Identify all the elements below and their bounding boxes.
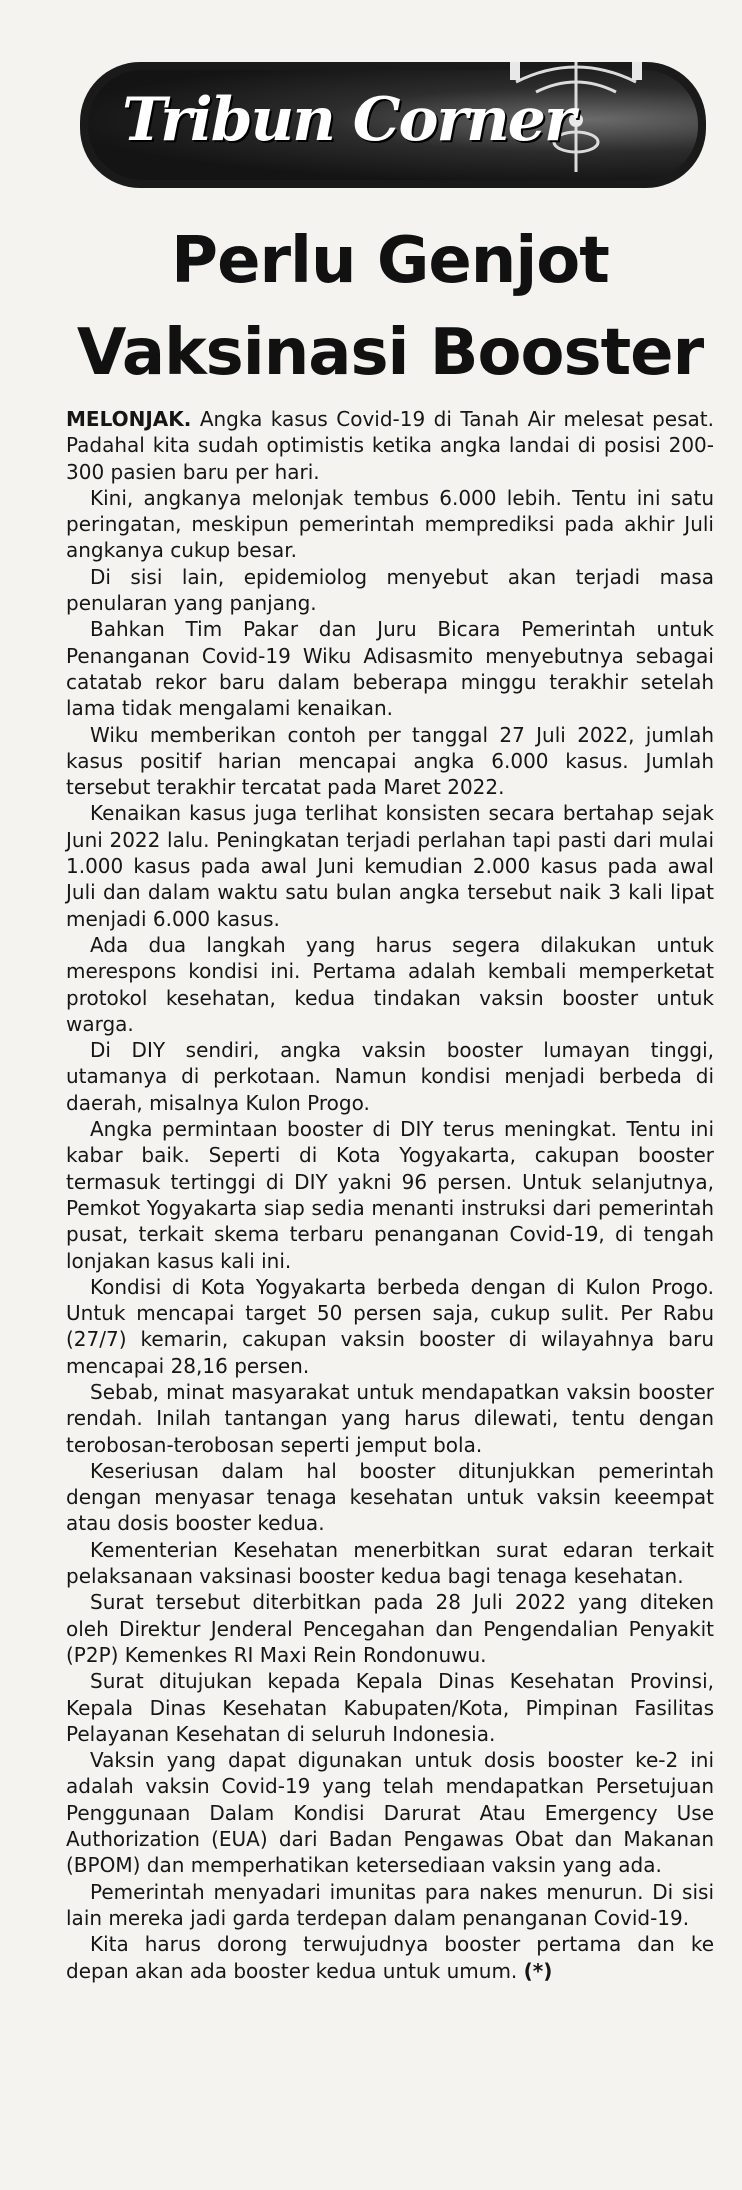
headline-line-2: Vaksinasi Booster (76, 316, 704, 390)
article-paragraph: Kenaikan kasus juga terlihat konsisten secara bertahap sejak Juni 2022 lalu. Peningkatan terjadi perlahan tapi pasti dari mulai 1.000 kasus pada awal Juni kemudian 2.000 kasus pada awal Juli dan dalam waktu satu bulan angka tersebut naik 3 kali lipat menjadi 6.000 kasus. (66, 801, 714, 931)
masthead-title: Tribun Corner (122, 85, 574, 155)
article-paragraph: Surat ditujukan kepada Kepala Dinas Kesehatan Provinsi, Kepala Dinas Kesehatan Kabupaten/Kota, Pimpinan Fasilitas Pelayanan Kesehatan di seluruh Indonesia. (66, 1669, 714, 1746)
article-paragraph: Kondisi di Kota Yogyakarta berbeda dengan di Kulon Progo. Untuk mencapai target 50 persen saja, cukup sulit. Per Rabu (27/7) kemarin, cakupan vaksin booster di wilayahnya baru mencapai 28,16 persen. (66, 1274, 714, 1378)
article-lead: Angka kasus Covid-19 di Tanah Air melesat pesat. Padahal kita sudah optimistis ketika angka landai di posisi 200-300 pasien baru per hari. (66, 407, 714, 484)
headline (40, 215, 740, 399)
headline-line-1: Perlu Genjot (171, 224, 609, 298)
article-paragraph: Surat tersebut diterbitkan pada 28 Juli 2022 yang diteken oleh Direktur Jenderal Pencegahan dan Pengendalian Penyakit (P2P) Kemenkes RI Maxi Rein Rondonuwu. (66, 1590, 714, 1667)
article-paragraph: Angka permintaan booster di DIY terus meningkat. Tentu ini kabar baik. Seperti di Kota Yogyakarta, cakupan booster termasuk tertinggi di DIY yakni 96 persen. Untuk selanjutnya, Pemkot Yogyakarta siap sedia menanti instruksi dari pemerintah pusat, terkait skema terbaru penanganan Covid-19, di tengah lonjakan kasus kali ini. (66, 1117, 714, 1273)
article-paragraph: Keseriusan dalam hal booster ditunjukkan pemerintah dengan menyasar tenaga kesehatan untuk vaksin keeempat atau dosis booster kedua. (66, 1458, 714, 1536)
article-kicker: MELONJAK. (66, 407, 192, 431)
article-paragraph: Di DIY sendiri, angka vaksin booster lumayan tinggi, utamanya di perkotaan. Namun kondisi menjadi berbeda di daerah, misalnya Kulon Progo. (66, 1038, 714, 1115)
article-paragraph: Pemerintah menyadari imunitas para nakes menurun. Di sisi lain mereka jadi garda terdepan dalam penanganan Covid-19. (66, 1879, 714, 1930)
article-paragraph: Di sisi lain, epidemiolog menyebut akan terjadi masa penularan yang panjang. (66, 564, 714, 616)
article-paragraph: Wiku memberikan contoh per tanggal 27 Juli 2022, jumlah kasus positif harian mencapai angka 6.000 kasus. Jumlah tersebut terakhir tercatat pada Maret 2022. (66, 722, 714, 800)
article-paragraph: Kementerian Kesehatan menerbitkan surat edaran terkait pelaksanaan vaksinasi booster kedua bagi tenaga kesehatan. (66, 1537, 714, 1589)
article-paragraph: Vaksin yang dapat digunakan untuk dosis booster ke-2 ini adalah vaksin Covid-19 yang telah mendapatkan Persetujuan Penggunaan Dalam Kondisi Darurat Atau Emergency Use Authorization (EUA) dari Badan Pengawas Obat dan Makanan (BPOM) dan memperhatikan ketersediaan vaksin yang ada. (66, 1748, 714, 1878)
article-body (66, 406, 714, 1984)
article-lead-paragraph (66, 406, 714, 485)
article-paragraph: Bahkan Tim Pakar dan Juru Bicara Pemerintah untuk Penanganan Covid-19 Wiku Adisasmito menyebutnya sebagai catatab rekor baru dalam beberapa minggu terakhir setelah lama tidak mengalami kenaikan. (66, 617, 714, 721)
article-paragraph: Kini, angkanya melonjak tembus 6.000 lebih. Tentu ini satu peringatan, meskipun pemerintah memprediksi pada akhir Juli angkanya cukup besar. (66, 485, 714, 563)
masthead-banner (80, 62, 706, 188)
article-paragraph: Sebab, minat masyarakat untuk mendapatkan vaksin booster rendah. Inilah tantangan yang harus dilewati, tentu dengan terobosan-terobosan seperti jemput bola. (66, 1379, 714, 1457)
article-paragraph: Ada dua langkah yang harus segera dilakukan untuk merespons kondisi ini. Pertama adalah kembali memperketat protokol kesehatan, kedua tindakan vaksin booster untuk warga. (66, 932, 714, 1036)
article-closing: Kita harus dorong terwujudnya booster pertama dan ke depan akan ada booster kedua untuk umum. (66, 1932, 714, 1983)
article-end-mark: (*) (523, 1958, 553, 1983)
article-closing-paragraph (66, 1931, 714, 1984)
